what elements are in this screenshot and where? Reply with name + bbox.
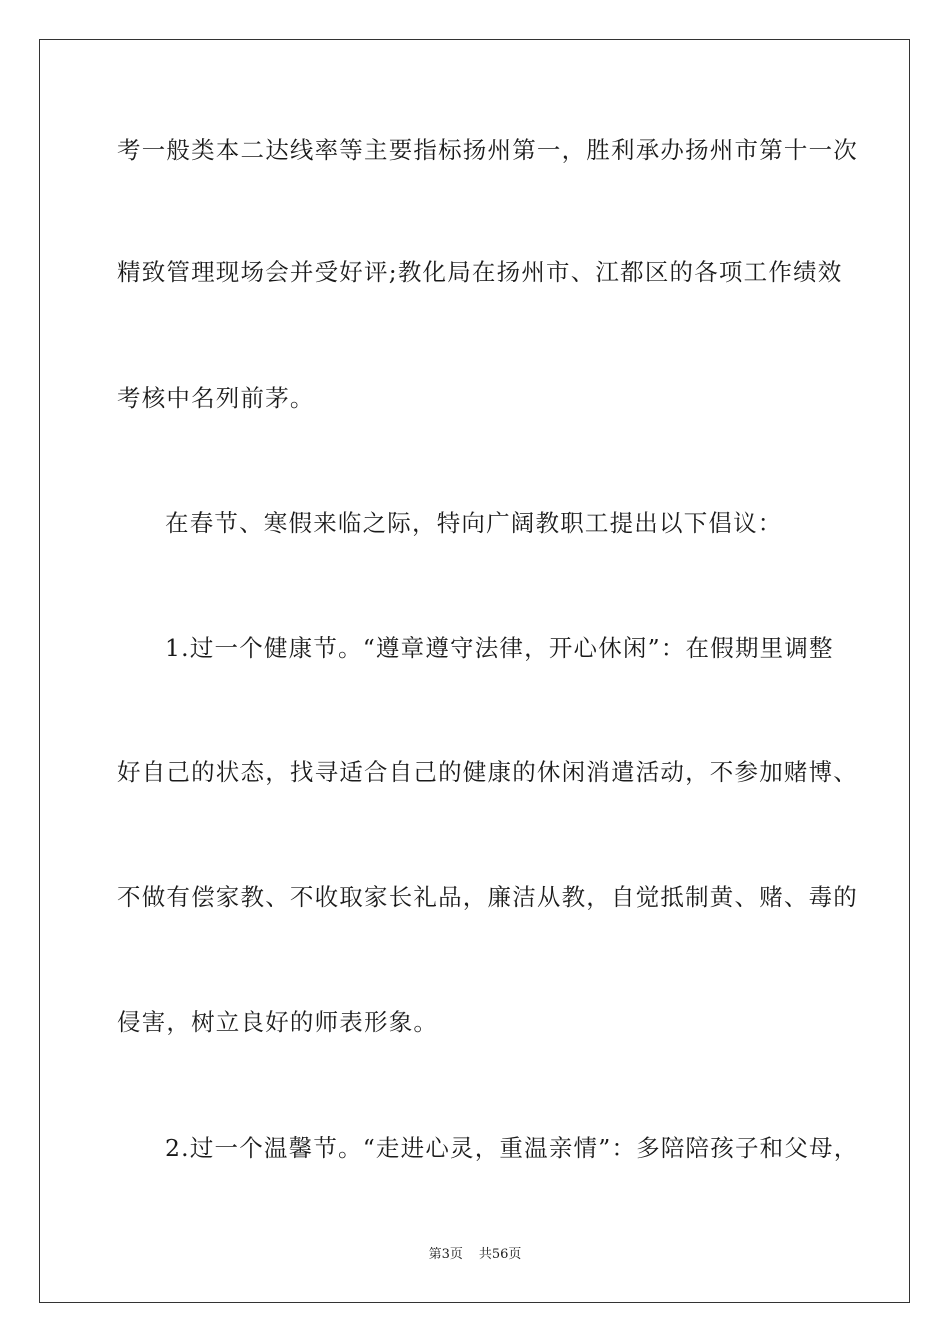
body-text-line: 侵害，树立良好的师表形象。 (117, 1008, 439, 1036)
body-text-line: 1.过一个健康节。“遵章遵守法律，开心休闲”：在假期里调整 (165, 634, 834, 662)
body-text-line: 好自己的状态，找寻适合自己的健康的休闲消遣活动，不参加赌博、 (117, 758, 858, 786)
page-footer (0, 1246, 950, 1264)
body-text-line: 2.过一个温馨节。“走进心灵，重温亲情”：多陪陪孩子和父母， (165, 1134, 859, 1162)
body-text-line: 在春节、寒假来临之际，特向广阔教职工提出以下倡议： (165, 509, 783, 537)
page-border (39, 39, 910, 1303)
body-text-line: 考一般类本二达线率等主要指标扬州第一，胜利承办扬州市第十一次 (117, 136, 858, 164)
body-text-line: 精致管理现场会并受好评;教化局在扬州市、江都区的各项工作绩效 (117, 258, 843, 286)
body-text-line: 不做有偿家教、不收取家长礼品，廉洁从教，自觉抵制黄、赌、毒的 (117, 883, 858, 911)
page-number: 第3页 (428, 1247, 463, 1262)
total-pages: 共56页 (478, 1247, 522, 1262)
body-text-line: 考核中名列前茅。 (117, 384, 315, 412)
